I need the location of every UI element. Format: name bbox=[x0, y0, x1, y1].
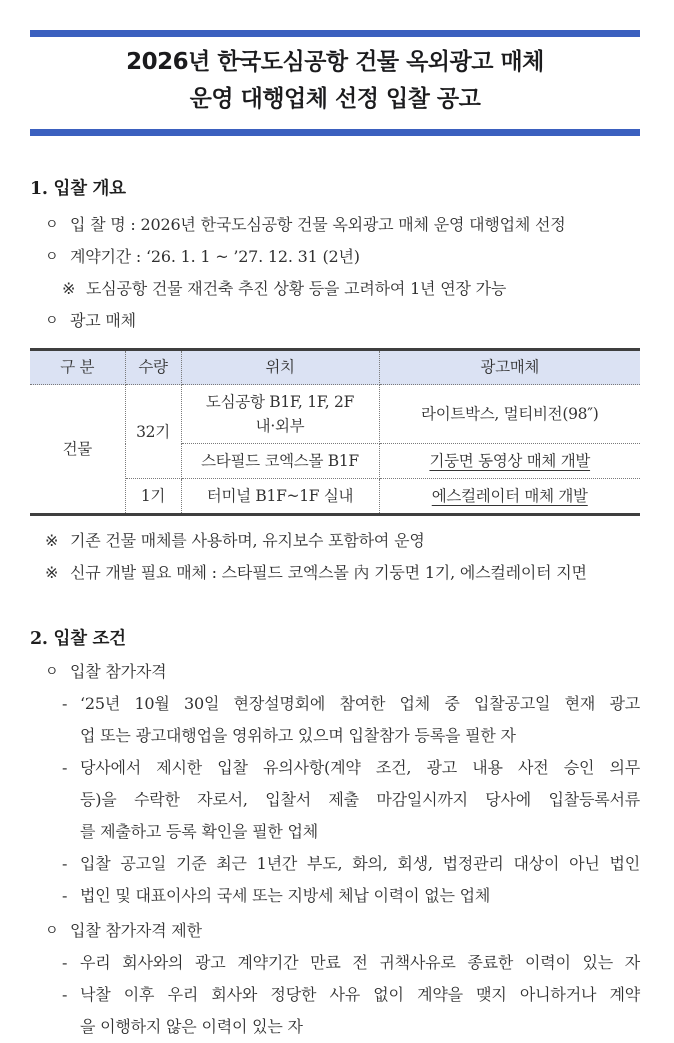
cell-media-1: 라이트박스, 멀티비전(98″) bbox=[379, 385, 640, 444]
bid-name-line bbox=[30, 209, 640, 241]
media-table bbox=[30, 348, 640, 516]
qualification-item-text: 입찰 공고일 기준 최근 1년간 부도, 화의, 회생, 법정관리 대상이 아닌 법인 bbox=[80, 854, 640, 873]
dash-bullet: - bbox=[62, 854, 68, 873]
restriction-group bbox=[30, 915, 640, 1043]
reference-mark: ※ bbox=[45, 531, 59, 550]
dash-bullet: - bbox=[62, 985, 68, 1004]
cell-media-2: 기둥면 동영상 매체 개발 bbox=[379, 444, 640, 479]
circle-bullet: ㅇ bbox=[45, 217, 59, 233]
qualification-item-line bbox=[30, 720, 640, 752]
table-notes bbox=[30, 525, 640, 589]
restriction-item-line bbox=[30, 1011, 640, 1043]
qualification-item-line bbox=[30, 880, 640, 912]
contract-period-line bbox=[30, 241, 640, 273]
restriction-title: 입찰 참가자격 제한 bbox=[70, 921, 202, 940]
section1-heading: 1. 입찰 개요 bbox=[30, 179, 126, 199]
bid-name-text: 입 찰 명 : 2026년 한국도심공항 건물 옥외광고 매체 운영 대행업체 선정 bbox=[70, 215, 566, 234]
table-header-row bbox=[30, 350, 640, 385]
restriction-item-text: 낙찰 이후 우리 회사와 정당한 사유 없이 계약을 맺지 아니하거나 계약 bbox=[80, 985, 640, 1004]
qualification-item-line bbox=[30, 688, 640, 720]
qualification-item-text: 업 또는 광고대행업을 영위하고 있으며 입찰참가 등록을 필한 자 bbox=[80, 726, 516, 745]
qualification-item-line bbox=[30, 784, 640, 816]
reference-mark: ※ bbox=[62, 279, 76, 298]
qualification-title: 입찰 참가자격 bbox=[70, 662, 167, 681]
qualification-item-line bbox=[30, 752, 640, 784]
cell-qty-32: 32기 bbox=[125, 385, 181, 479]
qualification-title-line bbox=[30, 656, 640, 688]
cell-location-1 bbox=[181, 385, 379, 444]
circle-bullet: ㅇ bbox=[45, 313, 59, 329]
document-page bbox=[0, 30, 674, 1043]
contract-period-text: 계약기간 : ‘26. 1. 1 ~ ’27. 12. 31 (2년) bbox=[70, 247, 360, 266]
extension-note-line bbox=[30, 273, 640, 305]
title-box bbox=[30, 30, 640, 136]
note-line-1 bbox=[30, 525, 640, 557]
document-title-line-2: 운영 대행업체 선정 입찰 공고 bbox=[189, 86, 481, 112]
circle-bullet: ㅇ bbox=[45, 664, 59, 680]
qualification-item-text: 당사에서 제시한 입찰 유의사항(계약 조건, 광고 내용 사전 승인 의무 bbox=[80, 758, 640, 777]
location-1-line2: 내·외부 bbox=[255, 417, 305, 435]
header-cell-location: 위치 bbox=[181, 350, 379, 385]
restriction-item-line bbox=[30, 947, 640, 979]
ad-media-text: 광고 매체 bbox=[70, 311, 136, 330]
qualification-item-text: ‘25년 10월 30일 현장설명회에 참여한 업체 중 입찰공고일 현재 광고 bbox=[80, 694, 640, 713]
section1-items bbox=[30, 209, 640, 337]
restriction-item-line bbox=[30, 979, 640, 1011]
qualification-item-text: 를 제출하고 등록 확인을 필한 업체 bbox=[80, 822, 319, 841]
note-line-2 bbox=[30, 557, 640, 589]
ad-media-line bbox=[30, 305, 640, 337]
note-text-2: 신규 개발 필요 매체 : 스타필드 코엑스몰 內 기둥면 1기, 에스컬레이터 지면 bbox=[70, 563, 587, 582]
cell-qty-1: 1기 bbox=[125, 479, 181, 515]
header-cell-media: 광고매체 bbox=[379, 350, 640, 385]
cell-category-building: 건물 bbox=[30, 385, 125, 515]
circle-bullet: ㅇ bbox=[45, 249, 59, 265]
restriction-item-text: 을 이행하지 않은 이력이 있는 자 bbox=[80, 1017, 303, 1036]
table-row bbox=[30, 385, 640, 444]
note-text-1: 기존 건물 매체를 사용하며, 유지보수 포함하여 운영 bbox=[70, 531, 425, 550]
dash-bullet: - bbox=[62, 886, 68, 905]
header-cell-category: 구 분 bbox=[30, 350, 125, 385]
reference-mark: ※ bbox=[45, 563, 59, 582]
location-1-line1: 도심공항 B1F, 1F, 2F bbox=[205, 393, 355, 411]
qualification-item-line bbox=[30, 848, 640, 880]
dash-bullet: - bbox=[62, 694, 68, 713]
dash-bullet: - bbox=[62, 953, 68, 972]
qualification-item-text: 등)을 수락한 자로서, 입찰서 제출 마감일시까지 당사에 입찰등록서류 bbox=[80, 790, 640, 809]
cell-media-3: 에스컬레이터 매체 개발 bbox=[431, 487, 588, 505]
qualification-item-line bbox=[30, 816, 640, 848]
extension-note-text: 도심공항 건물 재건축 추진 상황 등을 고려하여 1년 연장 가능 bbox=[86, 279, 507, 298]
document-title-line-1: 2026년 한국도심공항 건물 옥외광고 매체 bbox=[126, 49, 544, 75]
qualification-item-text: 법인 및 대표이사의 국세 또는 지방세 체납 이력이 없는 업체 bbox=[80, 886, 491, 905]
restriction-title-line bbox=[30, 915, 640, 947]
dash-bullet: - bbox=[62, 758, 68, 777]
cell-location-3: 터미널 B1F~1F 실내 bbox=[181, 479, 379, 515]
restriction-item-text: 우리 회사와의 광고 계약기간 만료 전 귀책사유로 종료한 이력이 있는 자 bbox=[80, 953, 640, 972]
circle-bullet: ㅇ bbox=[45, 923, 59, 939]
qualification-group bbox=[30, 656, 640, 912]
section2-heading: 2. 입찰 조건 bbox=[30, 629, 126, 649]
header-cell-quantity: 수량 bbox=[125, 350, 181, 385]
cell-location-2: 스타필드 코엑스몰 B1F bbox=[181, 444, 379, 479]
